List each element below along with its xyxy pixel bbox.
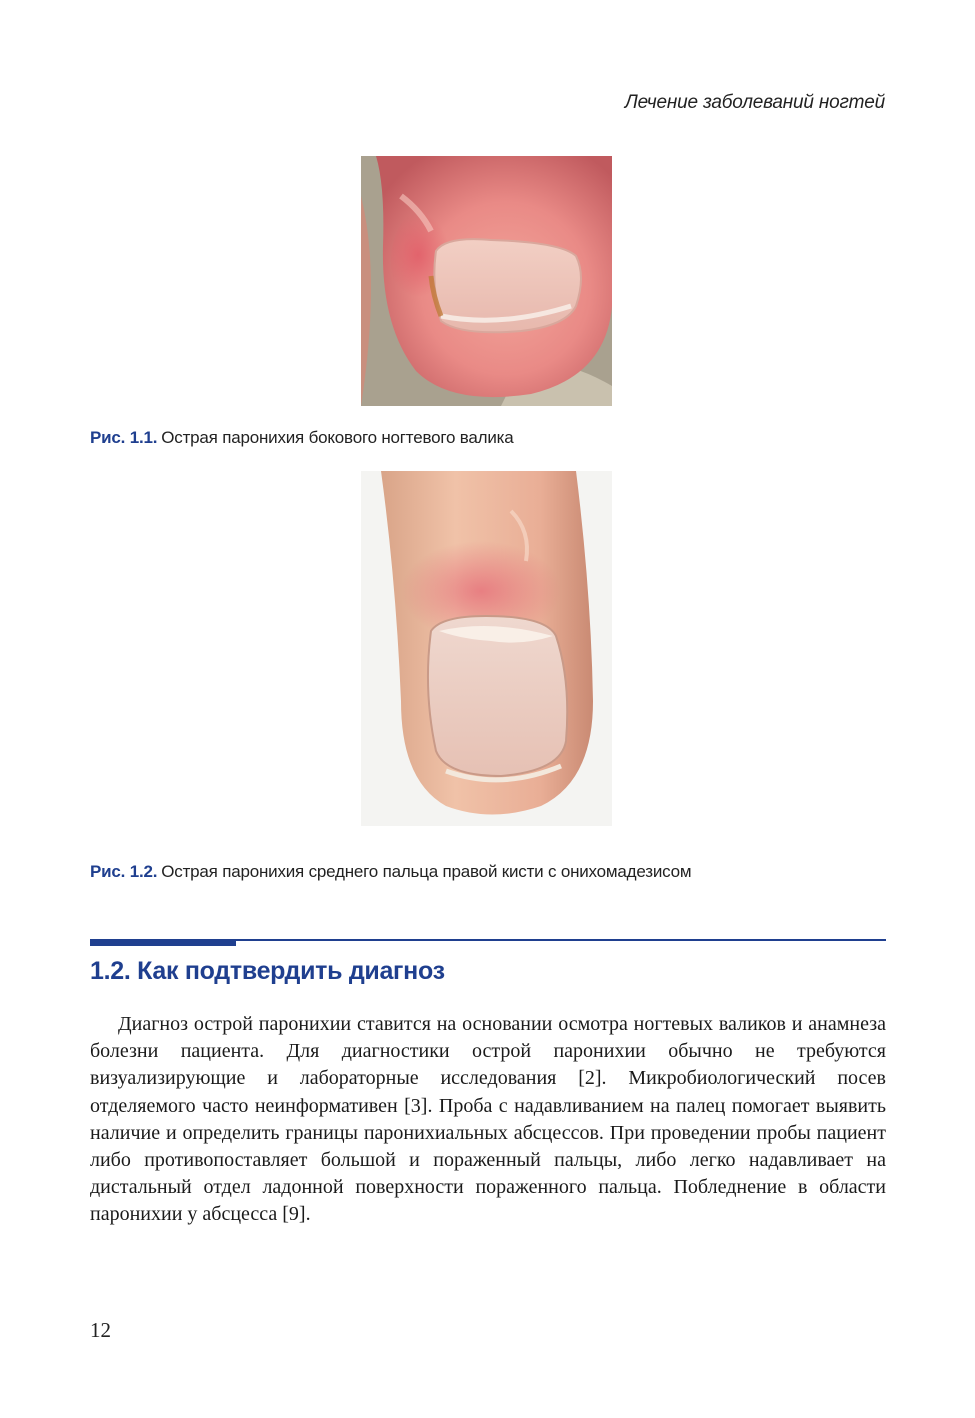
figure-label: Рис. 1.1. xyxy=(90,428,158,447)
figure-caption-text: Острая паронихия бокового ногтевого валика xyxy=(161,428,514,447)
section-heading: 1.2. Как подтвердить диагноз xyxy=(90,957,445,985)
figure-1-2-photo xyxy=(361,471,612,826)
figure-1-1-caption xyxy=(90,428,514,448)
figure-1-1-photo xyxy=(361,156,612,406)
page-number: 12 xyxy=(90,1318,111,1342)
running-header: Лечение заболеваний ногтей xyxy=(624,92,885,113)
section-divider-accent xyxy=(90,939,236,946)
figure-caption-text: Острая паронихия среднего пальца правой кисти с онихомадезисом xyxy=(161,862,692,881)
body-paragraph: Диагноз острой паронихии ставится на основании осмотра ногтевых валиков и анамнеза болезни пациента. Для диагностики острой паронихии обычно не требуются визуализирующие и лабораторные исследования [2]. Микробиологический посев отделяемого часто неинформативен [3]. Проба с надавливанием на палец помогает выявить наличие и определить границы паронихиальных абсцессов. При проведении пробы пациент либо противопоставляет большой и пораженный пальцы, либо легко надавливает на дистальный отдел ладонной поверхности пораженного пальца. Побледнение в области паронихии у абсцесса [9]. xyxy=(90,1013,886,1226)
figure-1-2-caption xyxy=(90,862,691,882)
figure-label: Рис. 1.2. xyxy=(90,862,158,881)
